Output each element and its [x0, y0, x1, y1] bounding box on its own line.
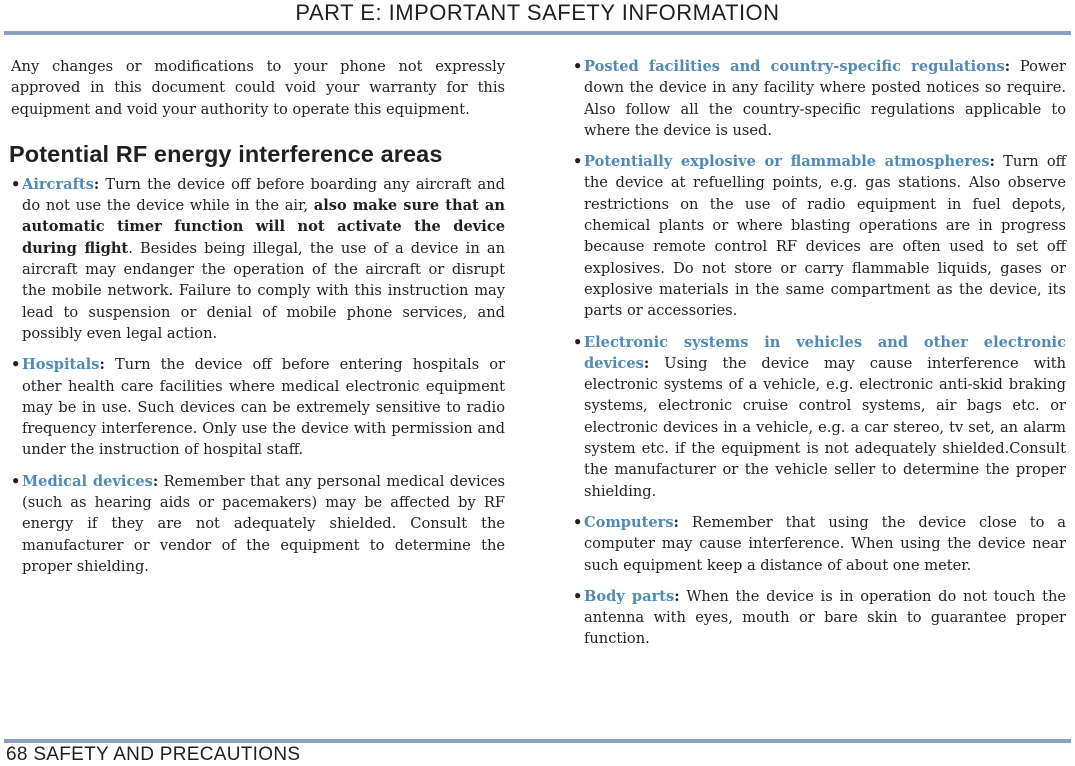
- item-explosive-atmospheres: [573, 151, 1066, 321]
- colon: :: [152, 472, 159, 490]
- item-aircrafts: [11, 174, 505, 344]
- item-text: Using the device may cause interference with electronic systems of a vehicle, e.g. electronic anti-skid braking systems, electronic cruise control systems, air bags etc. or electronic devices in a vehicle, e.g. a car stereo, tv set, an alarm system etc. if the equipment is not adequately shielded.Consult the manufacturer or the vehicle seller to determine the proper shielding.: [584, 354, 1066, 500]
- item-text: When the device is in operation do not touch the antenna with eyes, mouth or bare skin to guarantee proper function.: [584, 587, 1066, 648]
- bullet: •: [573, 333, 583, 351]
- item-text: Remember that using the device close to a computer may cause interference. When using the device near such equipment keep a distance of about one meter.: [584, 513, 1066, 574]
- bullet: •: [11, 472, 21, 490]
- item-medical-devices: [11, 471, 505, 577]
- term-computers: Computers: [584, 513, 674, 531]
- bullet: •: [573, 587, 583, 605]
- item-hospitals: [11, 354, 505, 460]
- item-text: Turn off the device at refuelling points, e.g. gas stations. Also observe restrictions on the use of radio equipment in fuel depots, chemical plants or where blasting operations are in progress because remote control RF devices are often used to set off explosives. Do not store or carry flammable liquids, gases or explosive materials in the same compartment as the device, its parts or accessories.: [584, 153, 1066, 320]
- left-column: [11, 56, 505, 587]
- term-explosive-atmospheres: Potentially explosive or flammable atmospheres: [584, 153, 990, 171]
- section-heading: Potential RF energy interference areas: [9, 140, 443, 167]
- term-posted-facilities: Posted facilities and country-specific regulations: [584, 58, 1005, 75]
- emphasis-text: also make sure that an automatic timer function will not activate the device during flight: [22, 197, 505, 257]
- item-electronic-systems: [573, 332, 1066, 502]
- colon: :: [99, 356, 105, 374]
- colon: :: [93, 175, 100, 193]
- term-body-parts: Body parts: [584, 587, 675, 605]
- page-header-title: PART E: IMPORTANT SAFETY INFORMATION: [295, 0, 780, 25]
- item-body-parts: [573, 586, 1066, 650]
- colon: :: [643, 354, 650, 372]
- page-footer: 68 SAFETY AND PRECAUTIONS: [6, 744, 301, 765]
- colon: :: [674, 587, 680, 605]
- right-column: [573, 56, 1066, 660]
- item-text: Turn the device off before boarding any aircraft and do not use the device while in the air,: [22, 175, 505, 215]
- header-rule: [4, 31, 1071, 35]
- bullet: •: [573, 58, 583, 75]
- item-text: Power down the device in any facility where posted notices so require. Also follow all the country-specific regulations applicable to where the device is used.: [584, 58, 1067, 139]
- term-medical-devices: Medical devices: [22, 472, 153, 490]
- bullet: •: [573, 513, 583, 531]
- intro-paragraph: Any changes or modifications to your phone not expressly approved in this document could void your warranty for this equipment and void your authority to operate this equipment.: [11, 58, 505, 118]
- term-hospitals: Hospitals: [22, 356, 100, 374]
- bullet: •: [11, 175, 21, 193]
- footer-rule: [4, 739, 1071, 743]
- item-text: . Besides being illegal, the use of a device in an aircraft may endanger the operation of the aircraft or disrupt the mobile network. Failure to comply with this instruction may lead to suspension or denial of mobile phone services, and possibly even legal action.: [22, 239, 505, 342]
- term-aircrafts: Aircrafts: [22, 175, 94, 193]
- term-electronic-systems: Electronic systems in vehicles and other electronic devices: [584, 333, 1066, 372]
- item-text: Remember that any personal medical devices (such as hearing aids or pacemakers) may be affected by RF energy if they are not adequately shielded. Consult the manufacturer or vendor of the equipment to determine the proper shielding.: [22, 472, 505, 575]
- bullet: •: [573, 153, 583, 171]
- item-computers: [573, 512, 1066, 576]
- item-posted-facilities: [573, 56, 1066, 141]
- bullet: •: [11, 356, 21, 374]
- colon: :: [673, 513, 679, 531]
- colon: :: [989, 153, 995, 171]
- colon: :: [1004, 58, 1011, 75]
- item-text: Turn the device off before entering hospitals or other health care facilities where medical electronic equipment may be in use. Such devices can be extremely sensitive to radio frequency interference. Only use the device with permission and under the instruction of hospital staff.: [22, 356, 505, 459]
